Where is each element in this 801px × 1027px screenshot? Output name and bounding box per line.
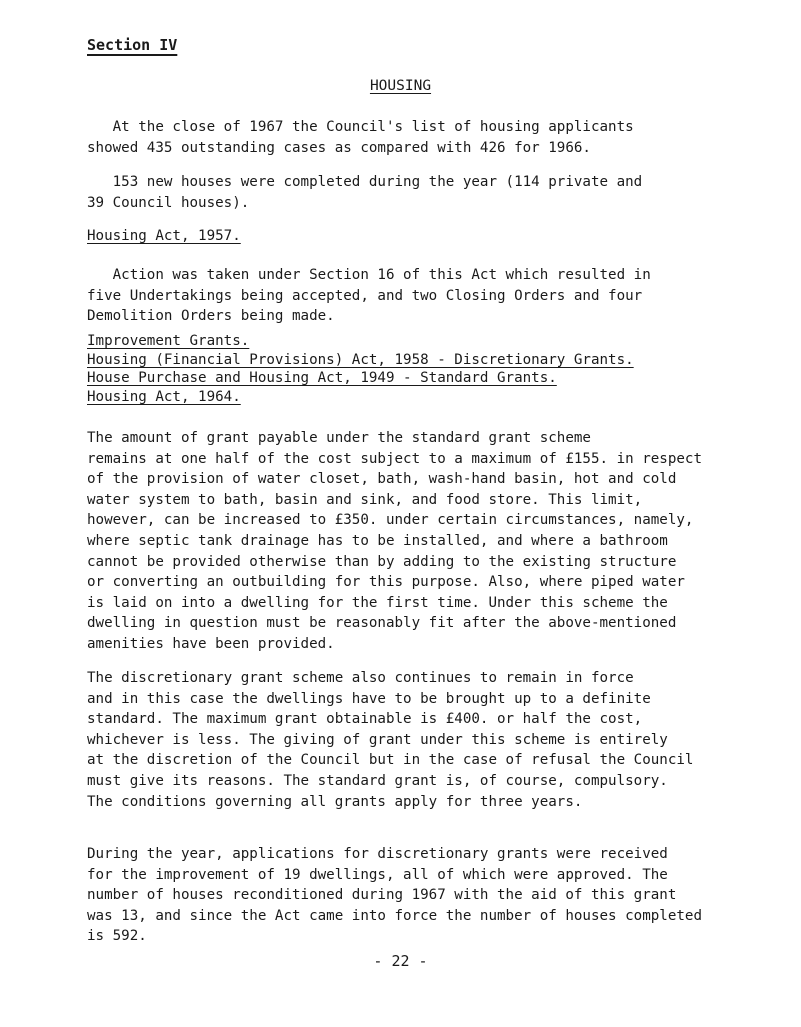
page-title: HOUSING bbox=[369, 78, 432, 94]
paragraph-section-16: Action was taken under Section 16 of this Act which resulted in five Undertakings being accepted, and two Closing Orders and four Demolition Orders being made. bbox=[87, 267, 651, 325]
heading-housing-act-1964: Housing Act, 1964. bbox=[87, 388, 241, 405]
page-number: - 22 - bbox=[373, 952, 428, 970]
paragraph-discretionary-grant: The discretionary grant scheme also continues to remain in force and in this case the dwellings have to be brought up to a definite standard. The maximum grant obtainable is £400. or half the cost, whichever is less. The giving of grant under this scheme is entirely at the discretion of the Council but in the case of refusal the Council must give its reasons. The standard grant is, of course, compulsory. The conditions governing all grants apply for three years. bbox=[87, 670, 694, 810]
grants-heading-group bbox=[87, 332, 634, 406]
section-label: Section IV bbox=[87, 36, 178, 54]
heading-financial-provisions: Housing (Financial Provisions) Act, 1958 - Discretionary Grants. bbox=[87, 351, 634, 368]
heading-housing-act-1957: Housing Act, 1957. bbox=[87, 228, 241, 244]
heading-improvement-grants: Improvement Grants. bbox=[87, 333, 250, 349]
heading-house-purchase: House Purchase and Housing Act, 1949 - Standard Grants. bbox=[87, 370, 557, 387]
paragraph-applicants: At the close of 1967 the Council's list of housing applicants showed 435 outstanding cases as compared with 426 for 1966. bbox=[87, 119, 634, 156]
paragraph-standard-grant: The amount of grant payable under the standard grant scheme remains at one half of the cost subject to a maximum of £155. in respect of the provision of water closet, bath, wash-hand basin, hot and cold water system to bath, basin and sink, and food store. This limit, however, can be increased to £350. under certain circumstances, namely, where septic tank drainage has to be installed, and where a bathroom cannot be provided otherwise than by adding to the existing structure or converting an outbuilding for this purpose. Also, where piped water is laid on into a dwelling for the first time. Under this scheme the dwelling in question must be reasonably fit after the above-mentioned amenities have been provided. bbox=[87, 430, 702, 652]
paragraph-applications: During the year, applications for discretionary grants were received for the improvement of 19 dwellings, all of which were approved. The number of houses reconditioned during 1967 with the aid of this grant was 13, and since the Act came into force the number of houses completed is 592. bbox=[87, 846, 702, 945]
paragraph-new-houses: 153 new houses were completed during the year (114 private and 39 Council houses). bbox=[87, 174, 643, 211]
